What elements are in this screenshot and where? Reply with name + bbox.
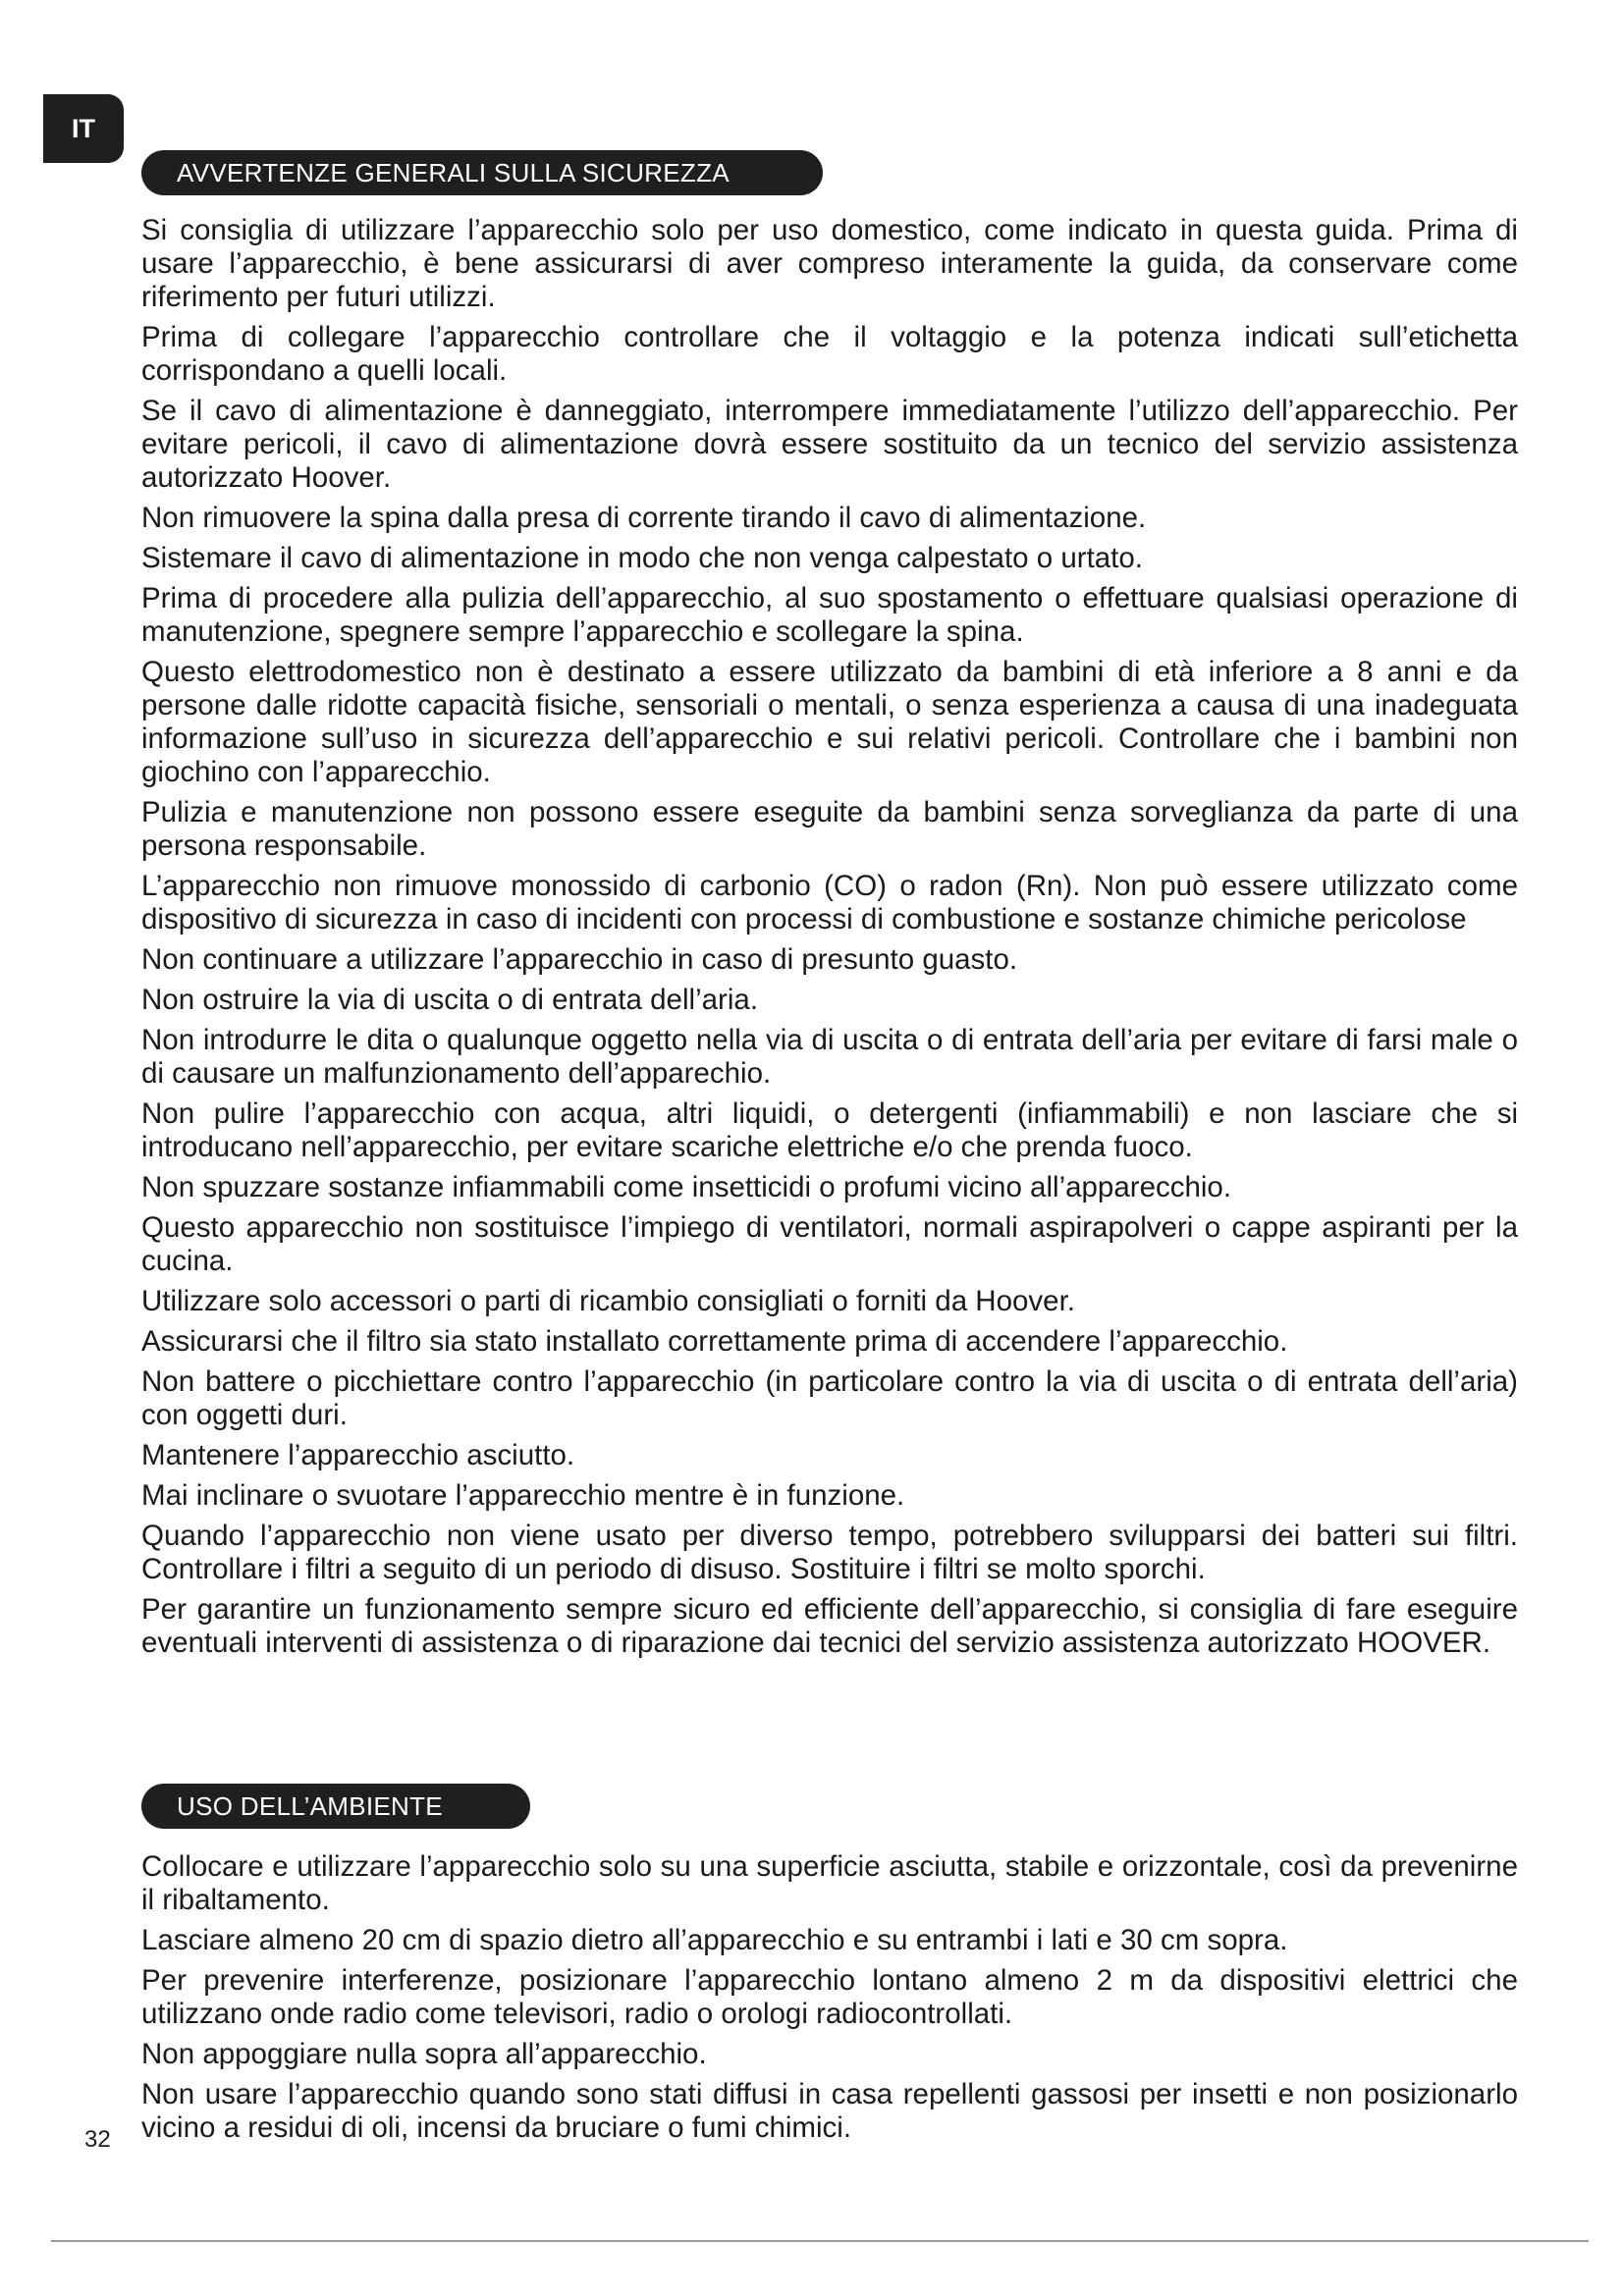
- paragraph: Mai inclinare o svuotare l’apparecchio mentre è in funzione.: [141, 1479, 905, 1512]
- paragraph: Questo apparecchio non sostituisce l’impiego di ventilatori, normali aspirapolveri o cappe aspiranti per la cucina.: [141, 1211, 1518, 1277]
- page-number: 32: [84, 2126, 111, 2153]
- paragraph: Si consiglia di utilizzare l’apparecchio solo per uso domestico, come indicato in questa guida. Prima di usare l’apparecchio, è bene assicurarsi di aver compreso interamente la guida, da conservare come riferimento per futuri utilizzi.: [141, 214, 1518, 313]
- paragraph: Per prevenire interferenze, posizionare l’apparecchio lontano almeno 2 m da dispositivi elettrici che utilizzano onde radio come televisori, radio o orologi radiocontrollati.: [141, 1964, 1518, 2030]
- paragraph: Prima di procedere alla pulizia dell’apparecchio, al suo spostamento o effettuare qualsiasi operazione di manutenzione, spegnere sempre l’apparecchio e scollegare la spina.: [141, 582, 1518, 648]
- paragraph: Non appoggiare nulla sopra all’apparecchio.: [141, 2038, 707, 2070]
- paragraph: Pulizia e manutenzione non possono essere eseguite da bambini senza sorveglianza da parte di una persona responsabile.: [141, 796, 1518, 862]
- paragraph: L’apparecchio non rimuove monossido di carbonio (CO) o radon (Rn). Non può essere utilizzato come dispositivo di sicurezza in caso di incidenti con processi di combustione e sostanze chimiche pericolose: [141, 870, 1518, 935]
- paragraph: Lasciare almeno 20 cm di spazio dietro all’apparecchio e su entrambi i lati e 30 cm sopra.: [141, 1924, 1288, 1956]
- paragraph: Non continuare a utilizzare l’apparecchio in caso di presunto guasto.: [141, 943, 1018, 976]
- paragraph: Prima di collegare l’apparecchio controllare che il voltaggio e la potenza indicati sull’etichetta corrispondano a quelli locali.: [141, 321, 1518, 387]
- section-body-environment: [141, 1850, 1518, 2152]
- footer-divider: [51, 2240, 1589, 2242]
- paragraph: Mantenere l’apparecchio asciutto.: [141, 1439, 575, 1471]
- language-tab: IT: [43, 94, 124, 163]
- paragraph: Non battere o picchiettare contro l’apparecchio (in particolare contro la via di uscita o di entrata dell’aria) con oggetti duri.: [141, 1365, 1518, 1431]
- paragraph: Non rimuovere la spina dalla presa di corrente tirando il cavo di alimentazione.: [141, 502, 1147, 534]
- paragraph: Collocare e utilizzare l’apparecchio solo su una superficie asciutta, stabile e orizzontale, così da prevenirne il ribaltamento.: [141, 1850, 1518, 1916]
- paragraph: Sistemare il cavo di alimentazione in modo che non venga calpestato o urtato.: [141, 542, 1143, 574]
- paragraph: Non usare l’apparecchio quando sono stati diffusi in casa repellenti gassosi per insetti e non posizionarlo vicino a residui di oli, incensi da bruciare o fumi chimici.: [141, 2078, 1518, 2144]
- paragraph: Non ostruire la via di uscita o di entrata dell’aria.: [141, 984, 759, 1016]
- paragraph: Non pulire l’apparecchio con acqua, altri liquidi, o detergenti (infiammabili) e non lasciare che si introducano nell’apparecchio, per evitare scariche elettriche e/o che prenda fuoco.: [141, 1097, 1518, 1163]
- paragraph: Utilizzare solo accessori o parti di ricambio consigliati o forniti da Hoover.: [141, 1285, 1075, 1317]
- paragraph: Assicurarsi che il filtro sia stato installato correttamente prima di accendere l’apparecchio.: [141, 1325, 1288, 1358]
- paragraph: Quando l’apparecchio non viene usato per diverso tempo, potrebbero svilupparsi dei batteri sui filtri. Controllare i filtri a seguito di un periodo di disuso. Sostituire i filtri se molto sporchi.: [141, 1520, 1518, 1585]
- section-header-environment: USO DELL’AMBIENTE: [141, 1784, 530, 1829]
- paragraph: Se il cavo di alimentazione è danneggiato, interrompere immediatamente l’utilizzo dell’apparecchio. Per evitare pericoli, il cavo di alimentazione dovrà essere sostituito da un tecnico del servizio assistenza autorizzato Hoover.: [141, 395, 1518, 494]
- paragraph: Non introdurre le dita o qualunque oggetto nella via di uscita o di entrata dell’aria per evitare di farsi male o di causare un malfunzionamento dell’apparechio.: [141, 1024, 1518, 1090]
- section-body-safety: [141, 214, 1518, 1667]
- section-header-safety: AVVERTENZE GENERALI SULLA SICUREZZA: [141, 150, 823, 195]
- paragraph: Non spuzzare sostanze infiammabili come insetticidi o profumi vicino all’apparecchio.: [141, 1171, 1232, 1203]
- paragraph: Questo elettrodomestico non è destinato a essere utilizzato da bambini di età inferiore a 8 anni e da persone dalle ridotte capacità fisiche, sensoriali o mentali, o senza esperienza a causa di una inadeguata informazione sull’uso in sicurezza dell’apparecchio e sui relativi pericoli. Controllare che i bambini non giochino con l’apparecchio.: [141, 656, 1518, 788]
- paragraph: Per garantire un funzionamento sempre sicuro ed efficiente dell’apparecchio, si consiglia di fare eseguire eventuali interventi di assistenza o di riparazione dai tecnici del servizio assistenza autorizzato HOOVER.: [141, 1593, 1518, 1659]
